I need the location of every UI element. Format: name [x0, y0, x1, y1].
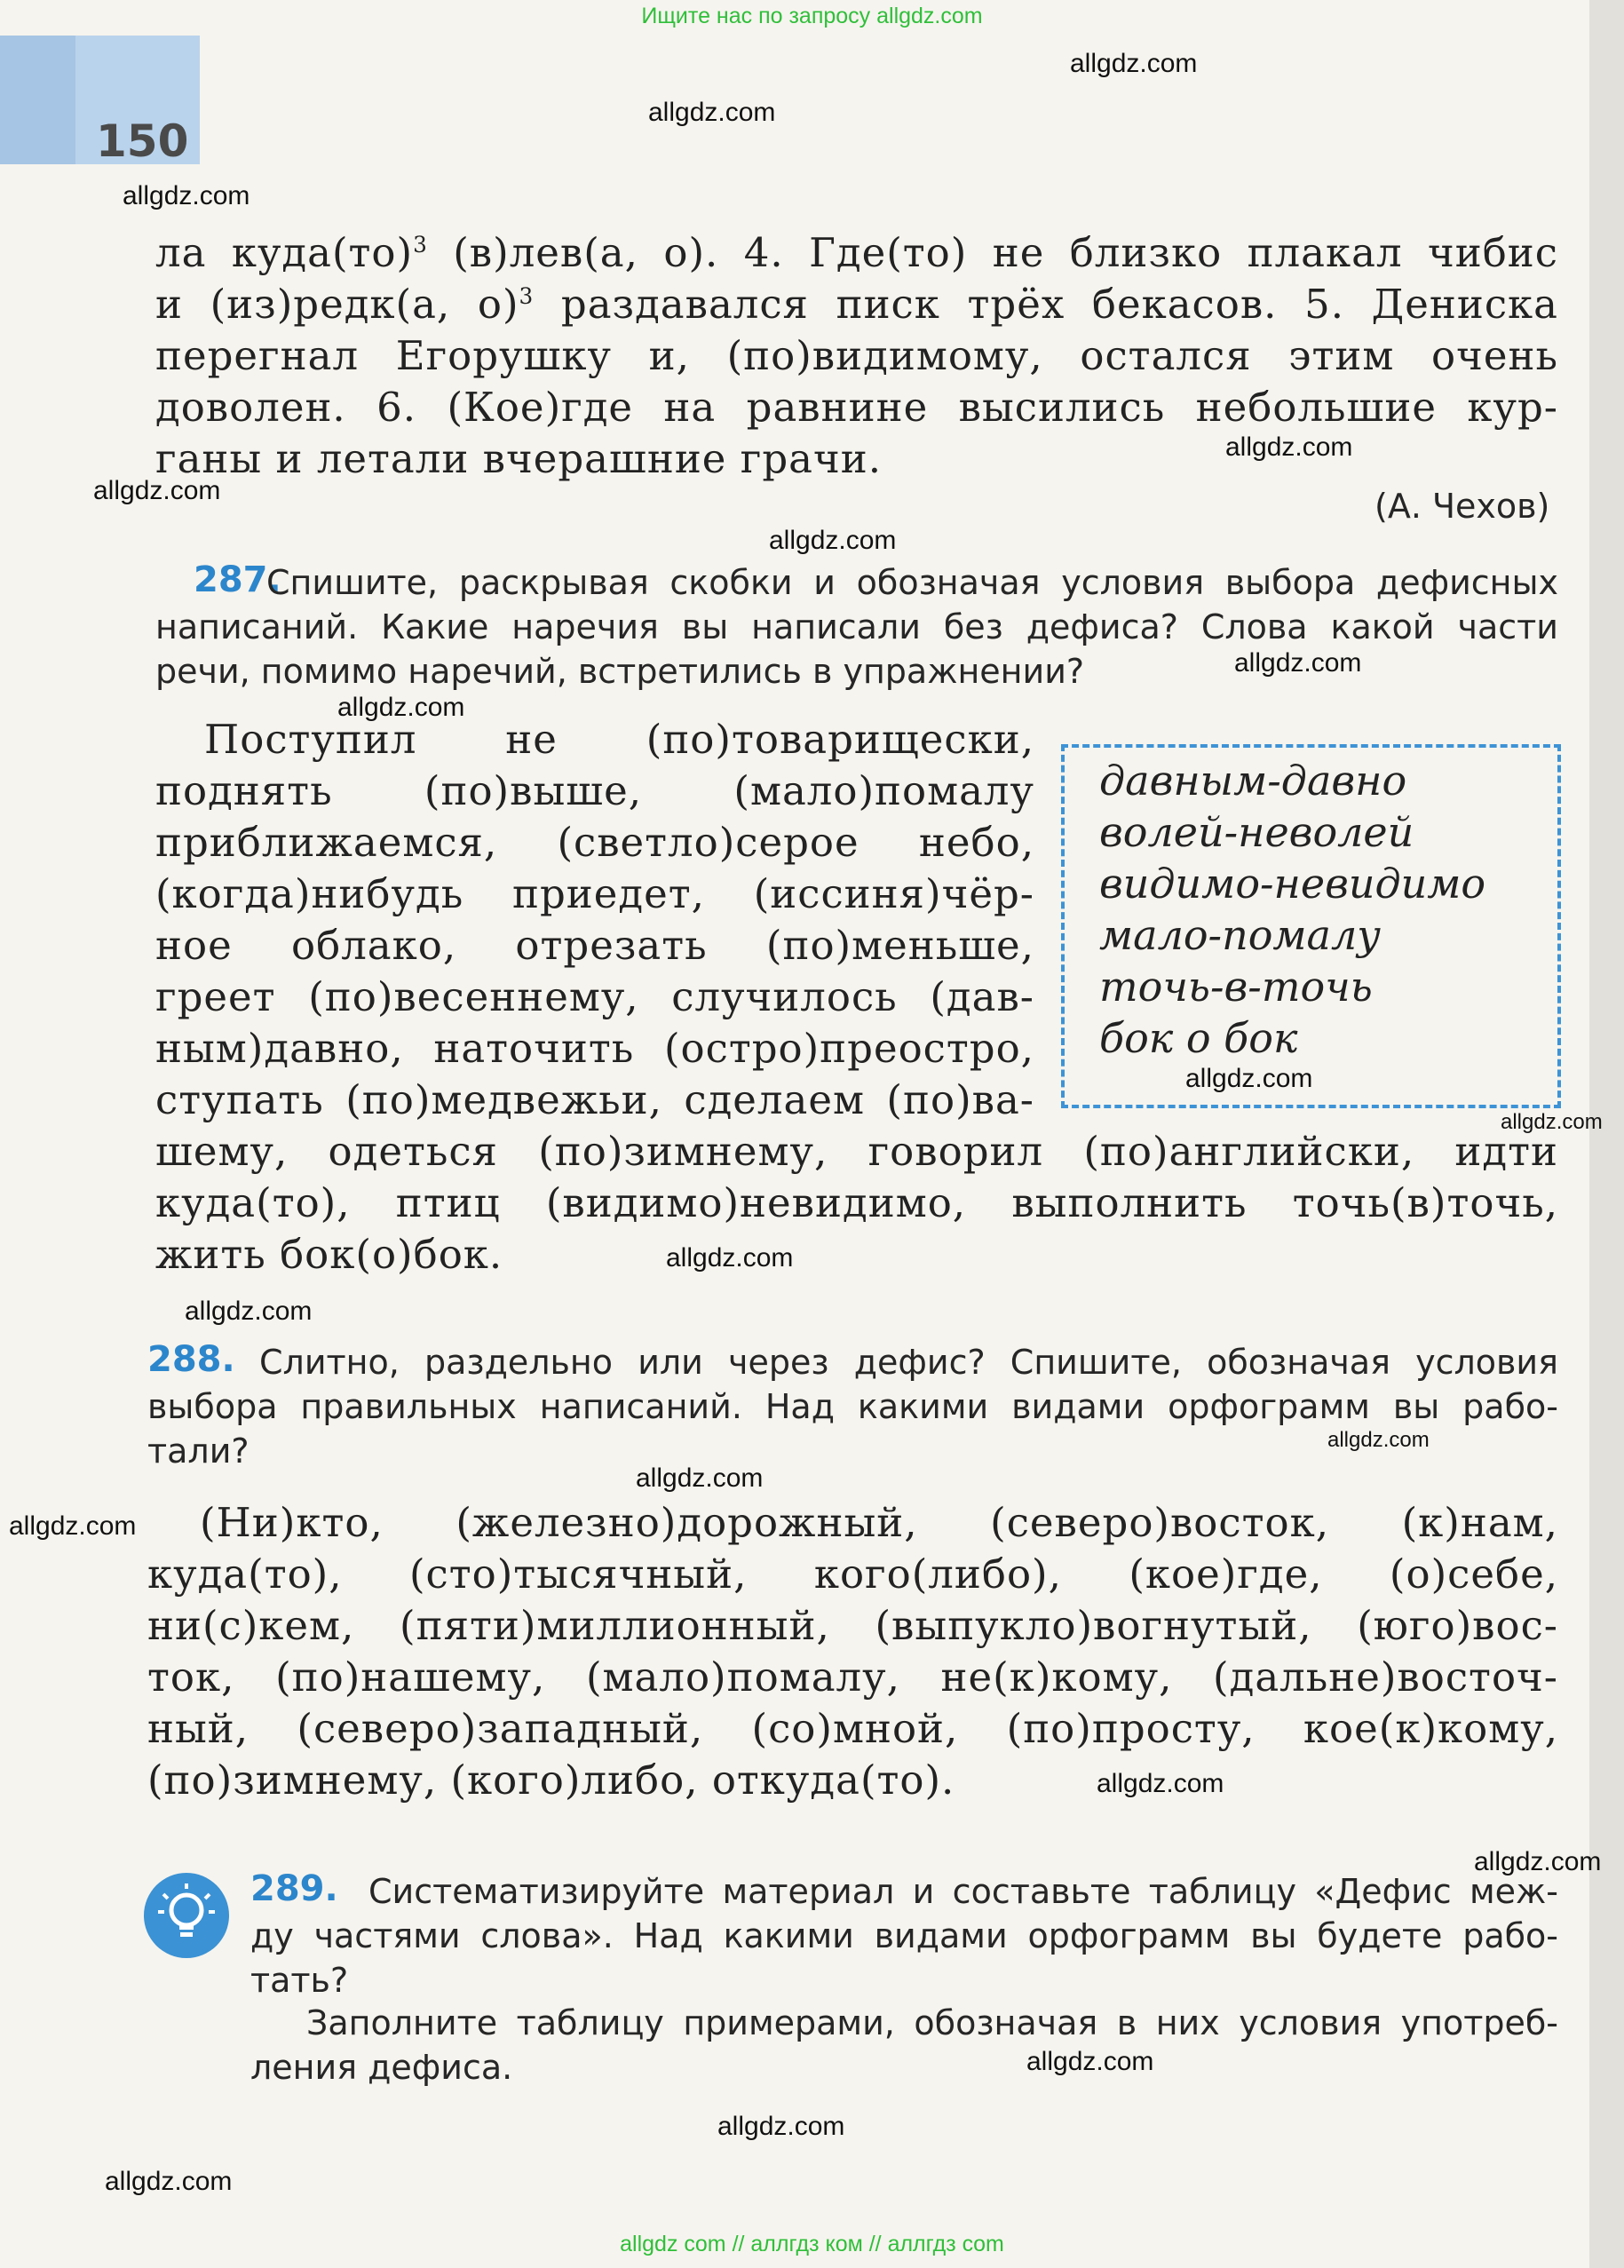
exercise-line: куда(то), птиц (видимо)невидимо, выполнить точь(в)точь,: [155, 1179, 1558, 1226]
exercise-line: ступать (по)медвежьи, сделаем (по)ва-: [155, 1076, 1034, 1123]
exercise-line: ный, (северо)западный, (со)мной, (по)просту, кое(к)кому,: [147, 1705, 1558, 1752]
box-word: бок о бок: [1099, 1014, 1298, 1062]
exercise-number-288: 288.: [147, 1339, 235, 1380]
text-line: и (из)редк(а, о)$^3$ раздавался писк трёх бекасов. 5. Дениска: [155, 281, 1559, 328]
watermark: allgdz.com: [1097, 1769, 1224, 1798]
task-line: Спишите, раскрывая скобки и обозначая условия выбора дефисных: [266, 563, 1558, 602]
exercise-number-287: 287.: [194, 559, 281, 600]
watermark: allgdz.com: [105, 2167, 233, 2196]
watermark: allgdz.com: [1070, 49, 1198, 78]
watermark: allgdz.com: [717, 2112, 845, 2141]
page-corner-tab-inner: [0, 36, 75, 164]
exercise-line: ное облако, отрезать (по)меньше,: [155, 922, 1034, 969]
author: (А. Чехов): [1374, 487, 1550, 526]
watermark: allgdz.com: [337, 693, 465, 722]
exercise-line: жить бок(о)бок.: [155, 1231, 503, 1278]
watermark: allgdz.com: [1234, 648, 1362, 678]
watermark: allgdz.com: [123, 181, 250, 210]
exercise-line: ным)давно, наточить (остро)преостро,: [155, 1025, 1034, 1072]
box-word: давным-давно: [1099, 757, 1407, 805]
exercise-line: шему, одеться (по)зимнему, говорил (по)английски, идти: [155, 1128, 1558, 1175]
task-line: выбора правильных написаний. Над какими видами орфограмм вы рабо-: [147, 1387, 1558, 1426]
exercise-line: греет (по)весеннему, случилось (дав-: [155, 973, 1034, 1020]
exercise-line: (по)зимнему, (кого)либо, откуда(то).: [147, 1757, 955, 1804]
box-word: волей-неволей: [1099, 808, 1414, 856]
watermark: allgdz.com: [1474, 1847, 1602, 1876]
bottom-banner[interactable]: allgdz com // аллгдз ком // аллгдз com: [620, 2232, 1004, 2256]
exercise-line: Поступил не (по)товарищески,: [204, 716, 1034, 763]
watermark: allgdz.com: [185, 1297, 313, 1326]
note-line: Заполните таблицу примерами, обозначая в них условия употреб-: [306, 2003, 1558, 2042]
watermark: allgdz.com: [636, 1463, 764, 1493]
watermark: allgdz.com: [1501, 1110, 1603, 1134]
exercise-line: куда(то), (сто)тысячный, кого(либо), (кое)где, (о)себе,: [147, 1550, 1558, 1598]
top-banner[interactable]: Ищите нас по запросу allgdz.com: [641, 4, 983, 28]
exercise-line: ток, (по)нашему, (мало)помалу, не(к)кому, (дальне)восточ-: [147, 1653, 1558, 1701]
box-word: точь-в-точь: [1099, 963, 1373, 1011]
exercise-line: (когда)нибудь приедет, (иссиня)чёр-: [155, 870, 1034, 917]
watermark: allgdz.com: [1327, 1428, 1430, 1452]
exercise-line: приближаемся, (светло)серое небо,: [155, 819, 1034, 866]
exercise-number-289: 289.: [250, 1868, 338, 1909]
task-line: ду частями слова». Над какими видами орфограмм вы будете рабо-: [250, 1916, 1558, 1955]
watermark: allgdz.com: [9, 1511, 137, 1541]
task-line: написаний. Какие наречия вы написали без дефиса? Слова какой части: [155, 607, 1558, 646]
watermark: allgdz.com: [769, 526, 897, 555]
watermark: allgdz.com: [1185, 1064, 1313, 1093]
text-line: ганы и летали вчерашние грачи.: [155, 435, 883, 482]
watermark: allgdz.com: [648, 98, 776, 127]
text-line: перегнал Егорушку и, (по)видимому, остался этим очень: [155, 332, 1558, 379]
box-word: видимо-невидимо: [1099, 860, 1486, 908]
watermark: allgdz.com: [1225, 432, 1353, 462]
box-word: мало-помалу: [1099, 911, 1381, 959]
exercise-line: поднять (по)выше, (мало)помалу: [155, 767, 1034, 814]
text-line: доволен. 6. (Кое)где на равнине высились небольшие кур-: [155, 384, 1558, 431]
task-line: тать?: [250, 1961, 349, 2000]
page-number: 150: [96, 115, 189, 167]
task-line: Слитно, раздельно или через дефис? Спишите, обозначая условия: [259, 1343, 1558, 1382]
text-line: ла куда(то)$^3$ (в)лев(а, о). 4. Где(то) не близко плакал чибис: [155, 229, 1558, 276]
task-line: речи, помимо наречий, встретились в упражнении?: [155, 652, 1085, 691]
watermark: allgdz.com: [1026, 2047, 1154, 2076]
lightbulb-icon: [144, 1873, 229, 1958]
watermark: allgdz.com: [93, 476, 221, 505]
watermark: allgdz.com: [666, 1243, 794, 1273]
note-line: ления дефиса.: [250, 2048, 513, 2087]
task-line: Систематизируйте материал и составьте таблицу «Дефис меж-: [368, 1872, 1558, 1911]
exercise-line: (Ни)кто, (железно)дорожный, (северо)восток, (к)нам,: [200, 1499, 1558, 1546]
exercise-line: ни(с)кем, (пяти)миллионный, (выпукло)вогнутый, (юго)вос-: [147, 1602, 1558, 1649]
task-line: тали?: [147, 1431, 250, 1471]
